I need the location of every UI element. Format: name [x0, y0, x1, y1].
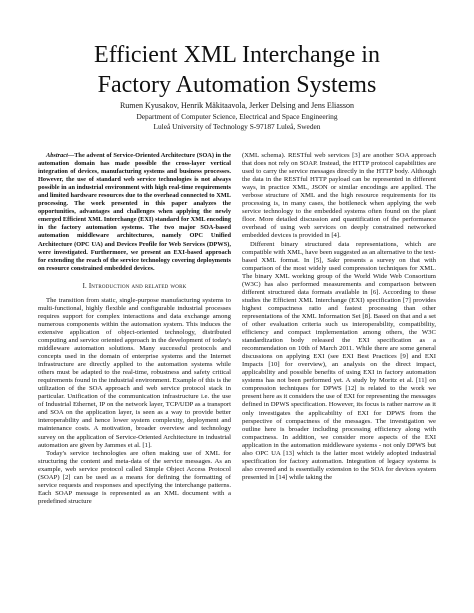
- abstract: [38, 152, 231, 273]
- right-column: [242, 152, 436, 482]
- title-line-2: Factory Automation Systems: [97, 72, 377, 98]
- affiliation-line-1: Department of Computer Science, Electrical and Space Engineering: [136, 112, 338, 121]
- left-column: [38, 152, 231, 506]
- paragraph-3: (XML schema). RESTful web services [3] are another SOA approach that does not rely on SOAP. Instead, the HTTP protocol capabilities are used to carry the service messages directly in the HTTP body. Although the data in the RESTful HTTP payload can be represented in different ways, in practice XML, JSON or similar encodings are applied. The verbose structure of XML and the high resource requirements for its processing is, in many cases, the bottleneck when applying the web service technology to the embedded systems often found on the plant floor. More detailed discussion and quantification of the performance overhead of using web services on deeply constrained networked embedded devices is provided in [4].: [242, 152, 436, 240]
- affiliation: [0, 112, 474, 131]
- paragraph-1: The transition from static, single-purpose manufacturing systems to multi-functional, highly flexible and configurable industrial processes requires support for complex interactions and data exchange among numerous components within the automation system. This induces the extensive application of object-oriented technology, distributed computing and service oriented approach in the development of today's middleware automation solutions. Many successful protocols and concepts used in the domain of enterprise systems and the Internet infrastructure are directly applied to the automation systems while others must be adapted to the real-time, robustness and safety critical requirements found in the industrial environment. Example of this is the utilization of the SOA approach and web service protocol stack in particular. Unification of the communication infrastructure i.e. the use of Industrial Ethernet, IP on the network layer, TCP/UDP as a transport and SOA on the application layer, is seen as a way to provide better interoperability and hence lower system complexity, deployment and maintenance costs. A motivation, broader overview and technology survey on the application of Service-Oriented Architecture in industrial automation are given by Jammes et al. [1].: [38, 296, 231, 449]
- title-line-1: Efficient XML Interchange in: [94, 42, 380, 68]
- paragraph-4: Different binary structured data representations, which are compatible with XML, have been suggested as an alternative to the text-based XML format. In [5], Sakr presents a survey on that with comparison of the most widely used compression techniques for XML. The binary XML working group of the World Wide Web Consortium (W3C) has also performed measurements and comparison between different structured data formats available in [6]. According to these studies the Efficient XML Interchange (EXI) specification [7] provides highest compactness ratio and fastest processing than other representations of the XML Information Set [8]. Based on that and a set of other evaluation criteria such us interoperability, compatibility, efficiency and compact implementation among others, the W3C standardization body released the EXI specification as a recommendation on 10th of March 2011. While there are some general discussions on applying EXI (see EXI Best Practices [9] and EXI Impacts [10] for overview), an analysis on the direct impact, applicability and possible benefits of using EXI in factory automation systems has not been performed yet. A study by Moritz et al. [11] on compression techniques for DPWS [12] is related to the work we present here as it considers the use of EXI for representing the messages defined in DPWS specification. However, its focus is rather narrow as it only investigates the applicability of EXI for DPWS from the perspective of compactness of the messages. The investigation we outline here is broader including processing efficiency along with compactness. In addition, we consider more aspects of the EXI application in the automation middleware systems - not only DPWS but also OPC UA [13] which is the latter most widely adopted industrial specification for factory automation. Integration of legacy systems is also covered and is essentially extension to the SOA for devices system presented in [14] while taking the: [242, 240, 436, 481]
- abstract-lead: Abstract: [46, 152, 68, 159]
- section-heading-introduction: I. Introduction and related work: [82, 282, 187, 290]
- paper-title: [0, 40, 474, 100]
- paragraph-2: Today's service technologies are often making use of XML for structuring the content and meta-data of the service messages. As an example, web service protocol called Simple Object Access Protocol (SOAP) [2] can be used as a means for defining the formatting of service requests and responses and specifying the interchange patterns. Each SOAP message is represented as an XML document with a predefined structure: [38, 449, 231, 505]
- affiliation-line-2: Luleå University of Technology S-97187 Luleå, Sweden: [153, 121, 321, 131]
- abstract-text: —The advent of Service-Oriented Architecture (SOA) in the automation domain has made possible the cross-layer vertical integration of devices, manufacturing systems and business processes. However, the use of standard web service technologies is not always possible in an industrial environment with high real-time requirements and limited hardware resources due to the overhead connected to XML processing. The work presented in this paper analyzes the opportunities, advantages and challenges when applying the newly emerged Efficient XML Interchange (EXI) standard for XML encoding in the factory automation systems. The two major SOA-based automation middleware architectures, namely OPC Unified Architecture (OPC UA) and Devices Profile for Web Services (DPWS), were investigated. Furthermore, we present an EXI-based approach for extending the reach of the service technology covering deployments on resource constrained embedded devices.: [38, 152, 231, 272]
- author-list: Rumen Kyusakov, Henrik Mäkitaavola, Jerker Delsing and Jens Eliasson: [119, 101, 355, 110]
